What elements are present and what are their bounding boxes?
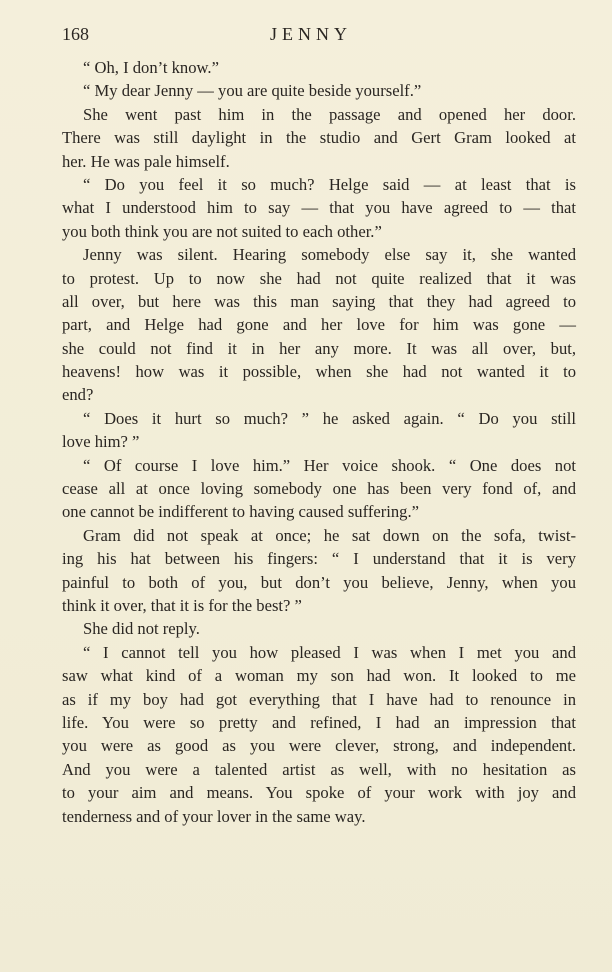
text-line: to your aim and means. You spoke of your work with joy and xyxy=(62,783,576,803)
text-line: to protest. Up to now she had not quite realized that it was xyxy=(62,268,576,288)
text-line: all over, but here was this man saying that they had agreed to xyxy=(62,291,576,311)
text-line: think it over, that it is for the best? ” xyxy=(62,595,302,615)
text-line: love him? ” xyxy=(62,432,140,452)
text-line: “ I cannot tell you how pleased I was when I met you and xyxy=(83,642,576,662)
text-line: she could not find it in her any more. It was all over, but, xyxy=(62,338,576,358)
text-line: part, and Helge had gone and her love for him was gone — xyxy=(62,315,576,335)
text-line: saw what kind of a woman my son had won. It looked to me xyxy=(62,666,576,686)
text-line: ing his hat between his fingers: “ I understand that it is very xyxy=(62,549,576,569)
text-line: cease all at once loving somebody one has been very fond of, and xyxy=(62,479,576,499)
text-line: “ Of course I love him.” Her voice shook. “ One does not xyxy=(83,455,576,475)
text-line: what I understood him to say — that you have agreed to — that xyxy=(62,198,576,218)
text-line: as if my boy had got everything that I have had to renounce in xyxy=(62,689,576,709)
page-body-text xyxy=(62,56,576,828)
text-line: one cannot be indifferent to having caused suffering.” xyxy=(62,502,419,522)
text-line: end? xyxy=(62,385,94,405)
running-title: JENNY xyxy=(270,24,352,44)
text-line: her. He was pale himself. xyxy=(62,151,230,171)
text-line: “ My dear Jenny — you are quite beside yourself.” xyxy=(83,81,422,101)
text-line: painful to both of you, but don’t you believe, Jenny, when you xyxy=(62,572,576,592)
text-line: tenderness and of your lover in the same way. xyxy=(62,806,366,826)
page-number: 168 xyxy=(62,24,89,44)
text-line: And you were a talented artist as well, with no hesitation as xyxy=(62,759,576,779)
text-line: life. You were so pretty and refined, I had an impression that xyxy=(62,712,576,732)
text-line: you both think you are not suited to each other.” xyxy=(62,221,382,241)
text-line: you were as good as you were clever, strong, and independent. xyxy=(62,736,576,756)
text-line: “ Oh, I don’t know.” xyxy=(83,58,219,77)
text-line: “ Do you feel it so much? Helge said — at least that is xyxy=(83,174,576,194)
text-line: She did not reply. xyxy=(83,619,200,639)
text-line: She went past him in the passage and opened her door. xyxy=(83,104,576,124)
text-line: “ Does it hurt so much? ” he asked again. “ Do you still xyxy=(83,408,576,428)
text-line: There was still daylight in the studio and Gert Gram looked at xyxy=(62,128,576,148)
text-line: Gram did not speak at once; he sat down on the sofa, twist- xyxy=(83,525,576,545)
text-line: heavens! how was it possible, when she had not wanted it to xyxy=(62,362,576,382)
text-line: Jenny was silent. Hearing somebody else say it, she wanted xyxy=(83,245,576,265)
